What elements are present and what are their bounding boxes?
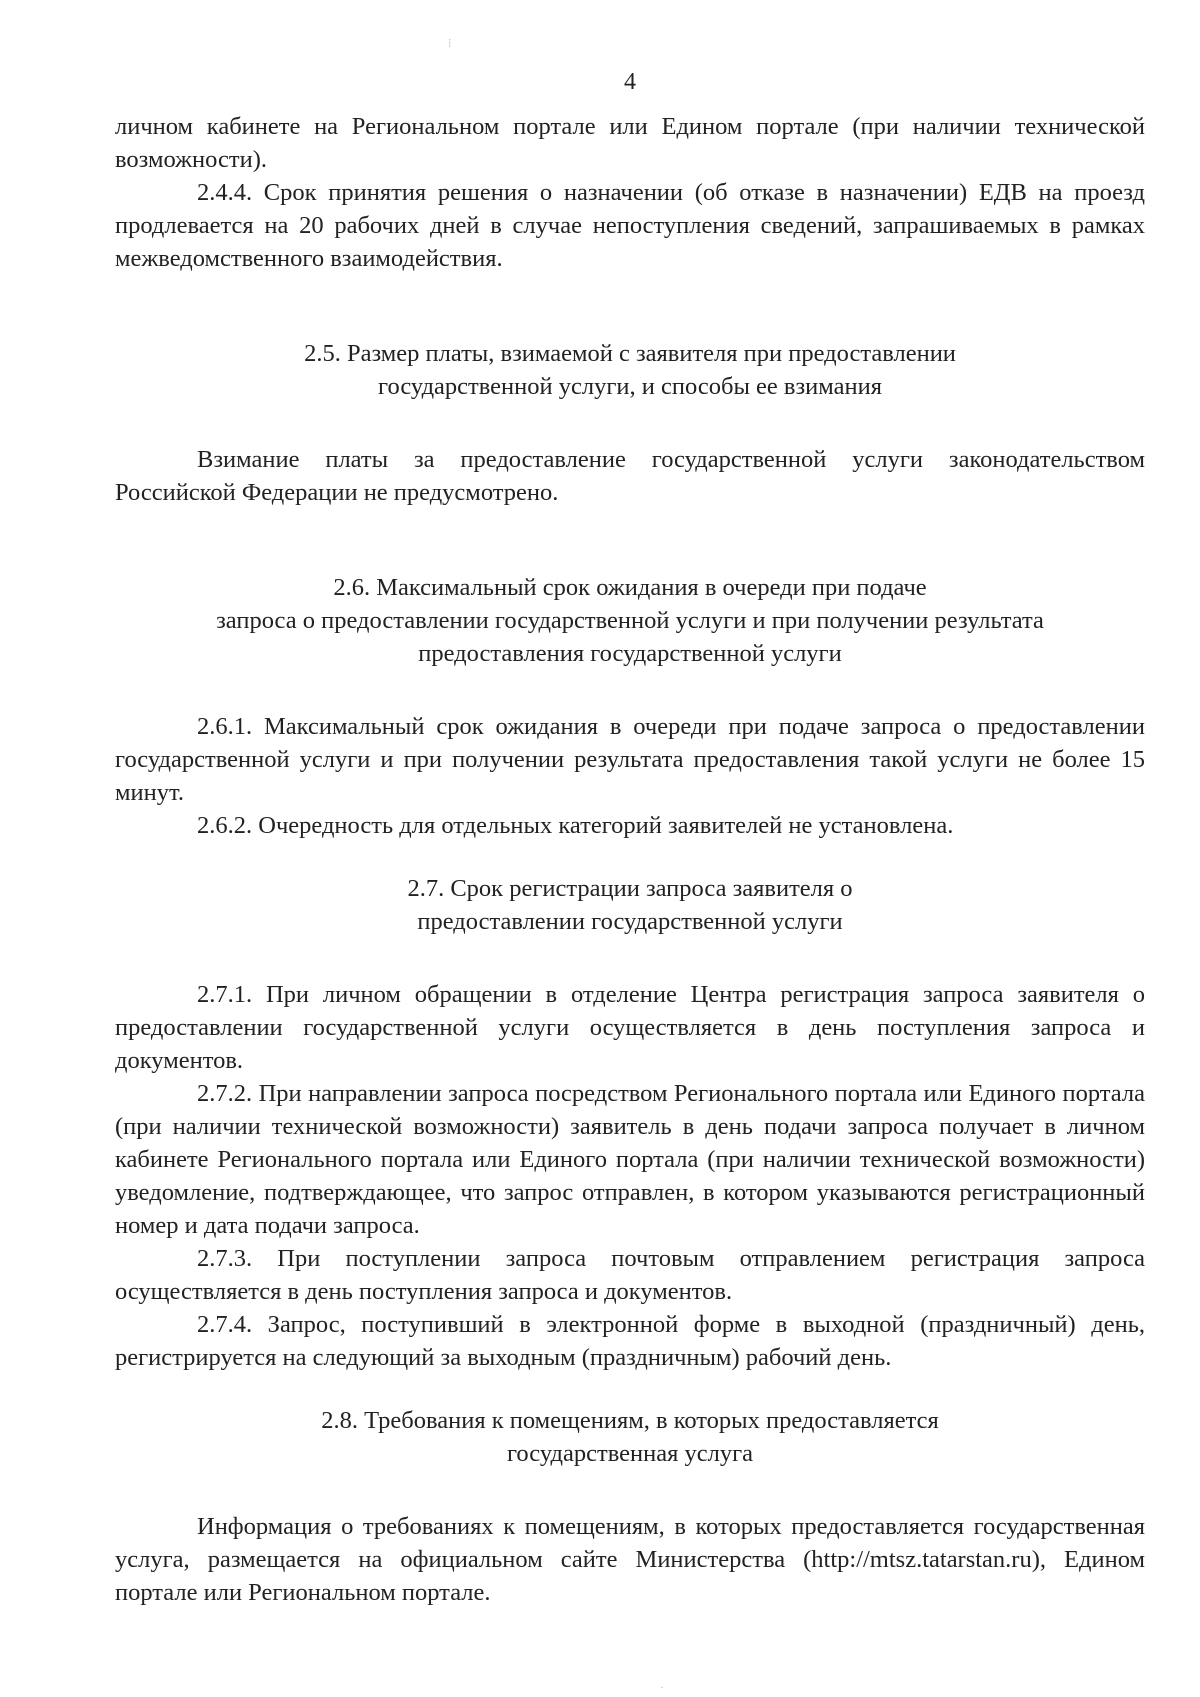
scan-speck: · [660, 1680, 664, 1694]
paragraph-2-7-4: 2.7.4. Запрос, поступивший в электронной форме в выходной (праздничный) день, регистрируется на следующий за выходным (праздничным) рабочий день. [115, 1311, 1145, 1371]
scan-speck: ⁞ [448, 36, 452, 50]
section-heading-2-6 [115, 571, 1145, 670]
paragraph-2-7-2: 2.7.2. При направлении запроса посредством Регионального портала или Единого портала (при наличии технической возможности) заявитель в день подачи запроса получает в личном кабинете Регионального портала или Единого портала (при наличии технической возможности) уведомление, подтверждающее, что запрос отправлен, в котором указываются регистрационный номер и дата подачи запроса. [115, 1080, 1145, 1239]
heading-line: предоставления государственной услуги [418, 640, 842, 667]
heading-line: 2.8. Требования к помещениям, в которых предоставляется [321, 1407, 939, 1434]
paragraph-2-7-3: 2.7.3. При поступлении запроса почтовым отправлением регистрация запроса осуществляется в день поступления запроса и документов. [115, 1245, 1145, 1305]
paragraph-2-5-text: Взимание платы за предоставление государственной услуги законодательством Российской Федерации не предусмотрено. [115, 446, 1145, 506]
heading-line: 2.5. Размер платы, взимаемой с заявителя при предоставлении [304, 340, 956, 367]
paragraph-continuation: личном кабинете на Региональном портале или Едином портале (при наличии технической возможности). [115, 113, 1145, 173]
paragraph-2-6-1: 2.6.1. Максимальный срок ожидания в очереди при подаче запроса о предоставлении государственной услуги и при получении результата предоставления такой услуги не более 15 минут. [115, 713, 1145, 806]
heading-line: государственной услуги, и способы ее взимания [378, 373, 882, 400]
document-body [115, 110, 1145, 1609]
heading-line: запроса о предоставлении государственной услуги и при получении результата [216, 607, 1044, 634]
paragraph-2-6-2: 2.6.2. Очередность для отдельных категорий заявителей не установлена. [197, 812, 954, 839]
heading-line: государственная услуга [506, 1440, 754, 1467]
heading-line: предоставлении государственной услуги [417, 908, 843, 935]
paragraph-2-4-4: 2.4.4. Срок принятия решения о назначении (об отказе в назначении) ЕДВ на проезд продлевается на 20 рабочих дней в случае непоступления сведений, запрашиваемых в рамках межведомственного взаимодействия. [115, 179, 1145, 272]
heading-line: 2.6. Максимальный срок ожидания в очереди при подаче [333, 574, 927, 601]
section-heading-2-8 [115, 1404, 1145, 1470]
page-number: 4 [624, 69, 636, 95]
section-heading-2-5 [115, 337, 1145, 403]
heading-line: 2.7. Срок регистрации запроса заявителя о [407, 875, 853, 902]
paragraph-2-7-1: 2.7.1. При личном обращении в отделение Центра регистрация запроса заявителя о предоставлении государственной услуги осуществляется в день поступления запроса и документов. [115, 981, 1145, 1074]
section-heading-2-7 [115, 872, 1145, 938]
paragraph-2-8-text: Информация о требованиях к помещениям, в которых предоставляется государственная услуга, размещается на официальном сайте Министерства (http://mtsz.tatarstan.ru), Едином портале или Региональном портале. [115, 1513, 1145, 1606]
